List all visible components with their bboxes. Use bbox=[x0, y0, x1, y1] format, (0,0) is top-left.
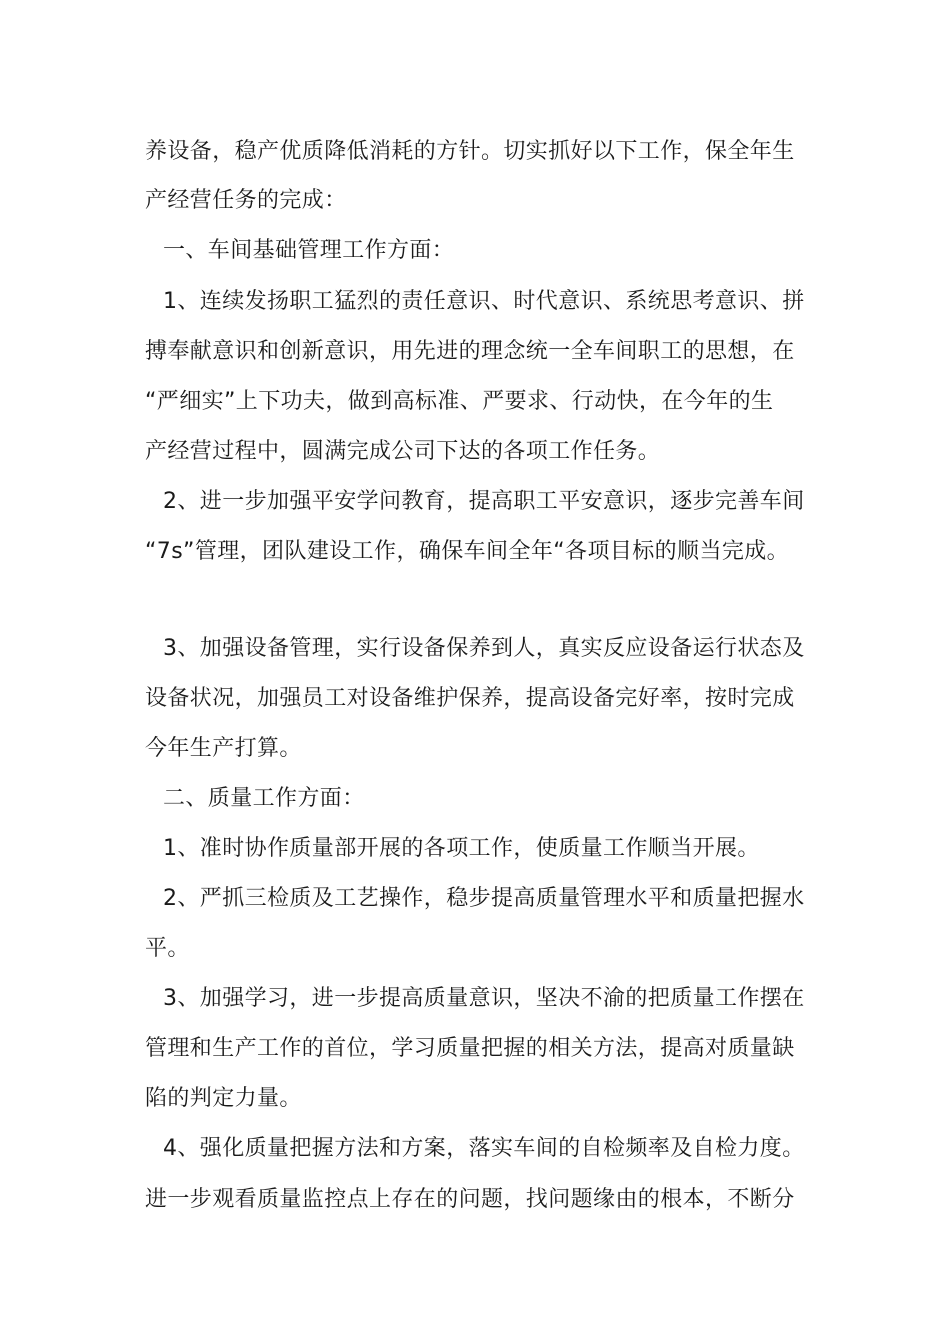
text-line: 搏奉献意识和创新意识，用先进的理念统一全车间职工的思想，在 bbox=[145, 339, 795, 364]
section-heading: 一、车间基础管理工作方面： bbox=[163, 238, 455, 263]
text-line: 产经营过程中，圆满完成公司下达的各项工作任务。 bbox=[145, 439, 661, 464]
text-line: 2、严抓三检质及工艺操作，稳步提高质量管理水平和质量把握水 bbox=[163, 886, 805, 911]
text-line: 1、准时协作质量部开展的各项工作，使质量工作顺当开展。 bbox=[163, 836, 760, 861]
text-line: 设备状况，加强员工对设备维护保养，提高设备完好率，按时完成 bbox=[145, 686, 795, 711]
text-line: “严细实”上下功夫，做到高标准、严要求、行动快，在今年的生 bbox=[145, 389, 774, 414]
text-line: 2、进一步加强平安学问教育，提高职工平安意识，逐步完善车间 bbox=[163, 489, 805, 514]
text-line: 3、加强设备管理，实行设备保养到人，真实反应设备运行状态及 bbox=[163, 636, 805, 661]
text-line: 管理和生产工作的首位，学习质量把握的相关方法，提高对质量缺 bbox=[145, 1036, 795, 1061]
text-line: 1、连续发扬职工猛烈的责任意识、时代意识、系统思考意识、拼 bbox=[163, 289, 805, 314]
text-line: 陷的判定力量。 bbox=[145, 1086, 302, 1111]
text-line: 今年生产打算。 bbox=[145, 736, 302, 761]
text-line: 4、强化质量把握方法和方案，落实车间的自检频率及自检力度。 bbox=[163, 1136, 805, 1161]
text-line: 产经营任务的完成： bbox=[145, 188, 347, 213]
section-heading: 二、质量工作方面： bbox=[163, 786, 365, 811]
text-line: 平。 bbox=[145, 936, 190, 961]
text-line: “7s”管理，团队建设工作，确保车间全年“各项目标的顺当完成。 bbox=[145, 539, 790, 564]
text-line: 养设备，稳产优质降低消耗的方针。切实抓好以下工作，保全年生 bbox=[145, 139, 795, 164]
text-line: 3、加强学习，进一步提高质量意识，坚决不渝的把质量工作摆在 bbox=[163, 986, 805, 1011]
text-line: 进一步观看质量监控点上存在的问题，找问题缘由的根本，不断分 bbox=[145, 1187, 795, 1212]
